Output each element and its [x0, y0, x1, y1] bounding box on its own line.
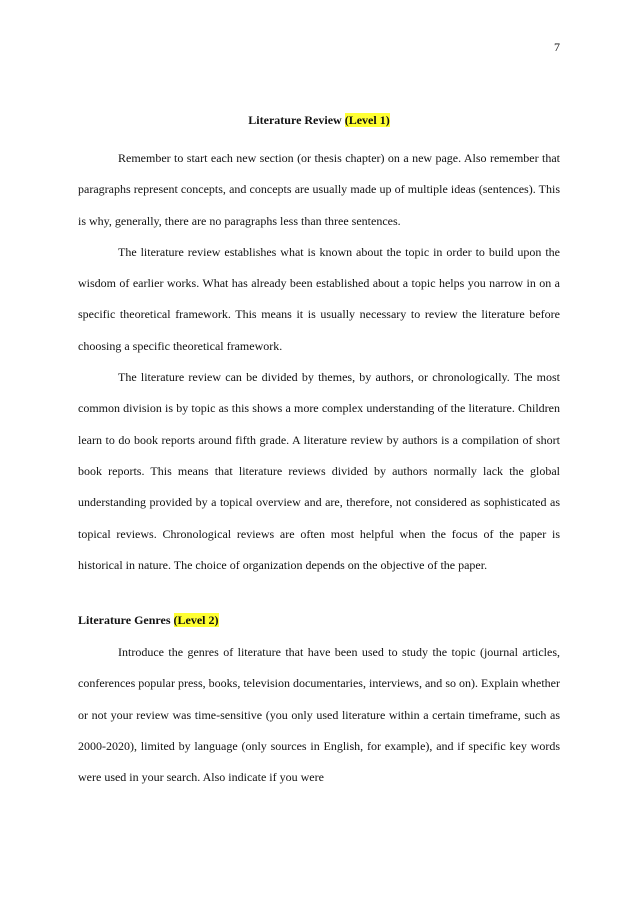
heading-level-highlight: (Level 2) [173, 613, 219, 627]
page-number: 7 [554, 40, 560, 54]
paragraph: The literature review establishes what is known about the topic in order to build upon the wisdom of earlier works. What has already been established about a topic helps you narrow in on a specific theoretical framework. This means it is usually necessary to review the literature before choosing a specific theoretical framework. [78, 244, 560, 353]
heading-level-highlight: (Level 1) [344, 113, 390, 127]
paragraph: Remember to start each new section (or thesis chapter) on a new page. Also remember that paragraphs represent concepts, and concepts are usually made up of multiple ideas (sentences). This is why, generally, there are no paragraphs less than three sentences. [78, 151, 560, 228]
section-heading-level-2 [78, 613, 219, 628]
heading-title: Literature Genres [78, 613, 174, 627]
paragraph: Introduce the genres of literature that have been used to study the topic (journal articles, conferences popular press, books, television documentaries, interviews, and so on). Explain whether or not your review was time-sensitive (you only used literature within a certain timeframe, such as 2000-2020), limited by language (only sources in English, for example), and if specific key words were used in your search. Also indicate if you were [78, 645, 560, 785]
section-heading-level-1 [0, 113, 638, 128]
heading-title: Literature Review [248, 113, 345, 127]
paragraph: The literature review can be divided by themes, by authors, or chronologically. The most common division is by topic as this shows a more complex understanding of the literature. Children learn to do book reports around fifth grade. A literature review by authors is a compilation of short book reports. This means that literature reviews divided by authors normally lack the global understanding provided by a topical overview and are, therefore, not considered as sophisticated as topical reviews. Chronological reviews are often most helpful when the focus of the paper is historical in nature. The choice of organization depends on the objective of the paper. [78, 370, 560, 572]
section-body-literature-review [78, 143, 560, 581]
section-body-literature-genres [78, 637, 560, 793]
